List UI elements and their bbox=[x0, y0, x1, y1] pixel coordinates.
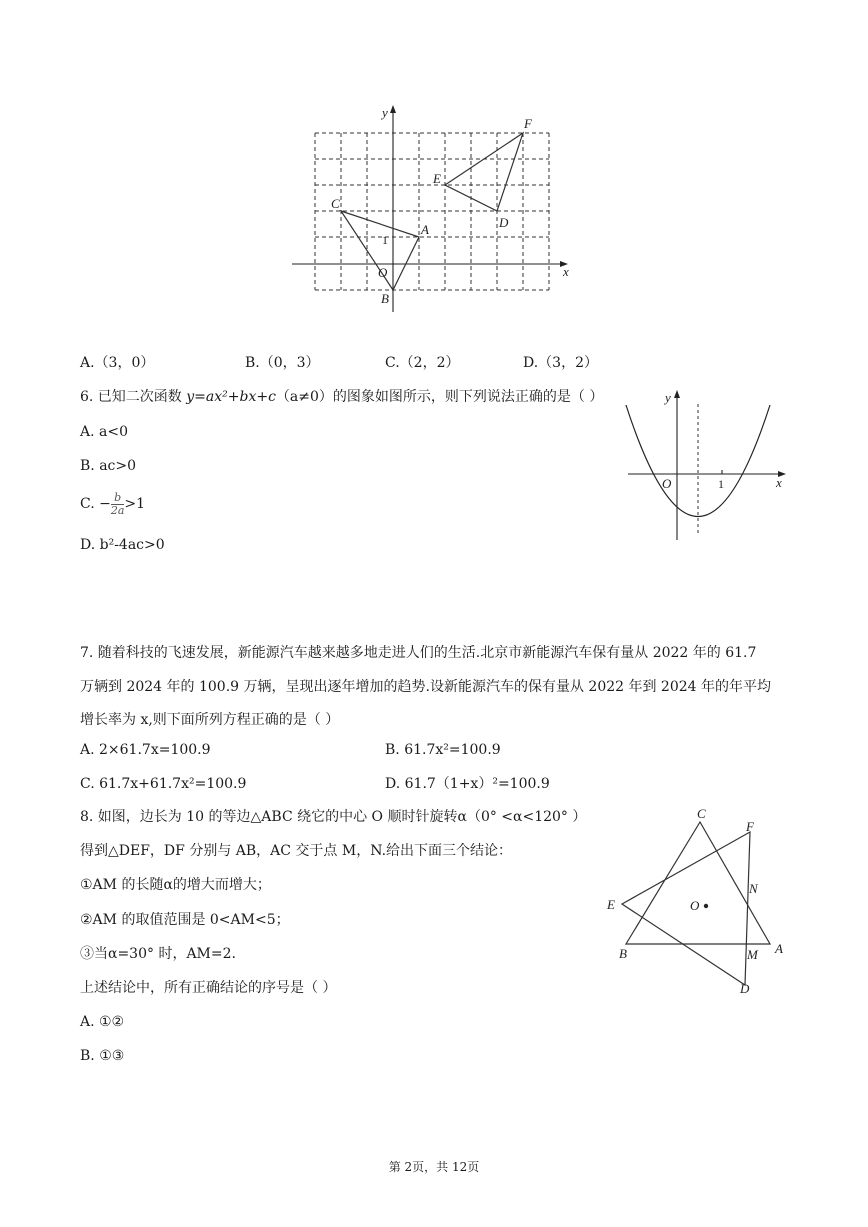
q6-option-c bbox=[80, 490, 145, 518]
q7-line-3: 增长率为 x,则下面所列方程正确的是（ ） bbox=[80, 712, 340, 728]
label-O: O bbox=[690, 898, 700, 913]
q6-stem-suffix: 的图象如图所示，则下列说法正确的是（ ） bbox=[332, 389, 604, 405]
q8-line-1: 8. 如图，边长为 10 的等边△ABC 绕它的中心 O 顺时针旋转α（0° <α<120° ） bbox=[80, 809, 587, 825]
q7-line-2: 万辆到 2024 年的 100.9 万辆，呈现出逐年增加的趋势.设新能源汽车的保有量从 2022 年到 2024 年的年平均 bbox=[80, 679, 772, 695]
q6-option-c-suffix: >1 bbox=[124, 496, 146, 512]
q6-option-b: B. ac>0 bbox=[80, 458, 137, 474]
label-M: M bbox=[747, 947, 758, 962]
y-axis-label: y bbox=[665, 390, 671, 405]
q7-option-b: B. 61.7x²=100.9 bbox=[385, 742, 501, 758]
x-axis-label: x bbox=[776, 475, 782, 490]
label-D: D bbox=[740, 981, 750, 996]
label-C: C bbox=[331, 196, 340, 211]
q8-option-b: B. ①③ bbox=[80, 1048, 125, 1064]
q8-conclusion-1: ①AM 的长随α的增大而增大； bbox=[80, 877, 271, 893]
q7-option-d: D. 61.7（1+x）²=100.9 bbox=[385, 776, 550, 792]
fraction-numerator: b bbox=[111, 492, 125, 505]
q6-option-a: A. a<0 bbox=[80, 424, 128, 440]
q8-question: 上述结论中，所有正确结论的序号是（ ） bbox=[80, 980, 337, 996]
y-axis-label: y bbox=[382, 105, 388, 120]
q6-stem bbox=[80, 388, 603, 406]
label-B: B bbox=[619, 946, 627, 961]
origin-label: O bbox=[662, 476, 672, 491]
label-D: D bbox=[499, 215, 509, 230]
q6-stem-condition: （a≠0） bbox=[275, 389, 333, 405]
q6-option-c-fraction bbox=[111, 492, 125, 517]
tick-label-one: 1 bbox=[718, 477, 724, 491]
q7-option-c: C. 61.7x+61.7x²=100.9 bbox=[80, 776, 247, 792]
label-E: E bbox=[433, 171, 441, 186]
q8-conclusion-2: ②AM 的取值范围是 0<AM<5； bbox=[80, 912, 290, 928]
q5-option-a: A.（3，0） bbox=[80, 355, 155, 371]
label-E: E bbox=[607, 897, 615, 912]
label-B: B bbox=[381, 291, 389, 306]
q6-stem-function: y=ax²+bx+c bbox=[186, 389, 276, 405]
label-N: N bbox=[749, 881, 758, 896]
q8-conclusion-3: ③当α=30° 时，AM=2. bbox=[80, 946, 236, 962]
q5-option-b: B.（0，3） bbox=[245, 355, 320, 371]
page-footer: 第 2页，共 12页 bbox=[388, 1160, 480, 1174]
fraction-denominator: 2a bbox=[110, 503, 125, 517]
q7-line-1: 7. 随着科技的飞速发展，新能源汽车越来越多地走进人们的生活.北京市新能源汽车保有量从 2022 年的 61.7 bbox=[80, 645, 757, 661]
q5-option-d: D.（3，2） bbox=[523, 355, 598, 371]
tick-label-one: 1 bbox=[382, 233, 388, 247]
label-A: A bbox=[421, 222, 429, 237]
q6-option-c-prefix: C. − bbox=[80, 496, 111, 512]
label-C: C bbox=[697, 806, 706, 821]
label-A: A bbox=[775, 941, 783, 956]
label-O: O bbox=[378, 265, 388, 280]
q6-option-d: D. b²-4ac>0 bbox=[80, 537, 165, 553]
parabola-graph bbox=[620, 385, 790, 545]
q6-stem-prefix: 6. 已知二次函数 bbox=[80, 389, 187, 405]
q8-line-2: 得到△DEF，DF 分别与 AB，AC 交于点 M，N.给出下面三个结论： bbox=[80, 843, 513, 859]
x-axis-label: x bbox=[563, 264, 569, 279]
q5-option-c: C.（2，2） bbox=[385, 355, 460, 371]
label-F: F bbox=[524, 116, 532, 131]
q8-option-a: A. ①② bbox=[80, 1014, 125, 1030]
label-F: F bbox=[746, 819, 754, 834]
coordinate-grid-figure bbox=[285, 100, 585, 320]
rotated-triangles-figure bbox=[600, 800, 800, 1000]
q7-option-a: A. 2×61.7x=100.9 bbox=[80, 742, 211, 758]
